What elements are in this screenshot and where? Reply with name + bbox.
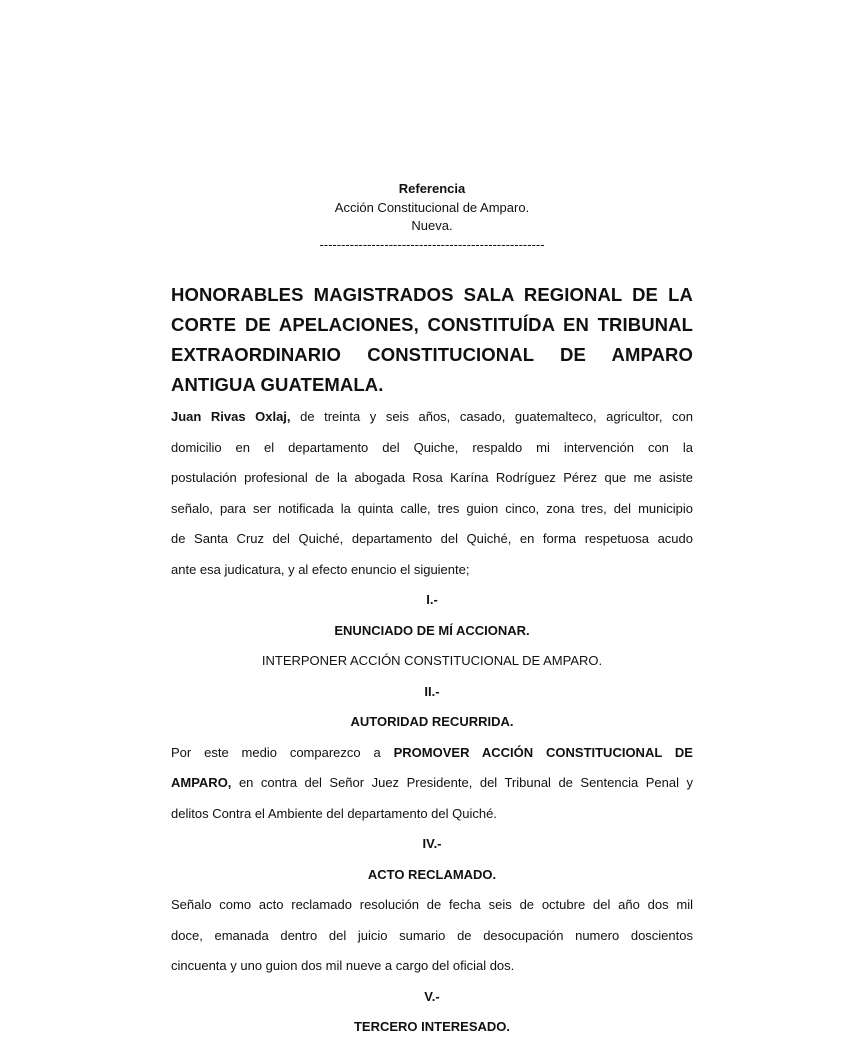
address-heading bbox=[171, 280, 693, 400]
reference-divider: ---------------------------------------------------- bbox=[319, 236, 545, 252]
section-2-line-3: delitos Contra el Ambiente del departamento del Quiché. bbox=[171, 805, 497, 821]
section-1-text: INTERPONER ACCIÓN CONSTITUCIONAL DE AMPARO. bbox=[261, 653, 603, 668]
intro-line-1-text: de treinta y seis años, casado, guatemalteco, agricultor, con bbox=[300, 409, 693, 424]
section-2-line-2-text: en contra del Señor Juez Presidente, del Tribunal de Sentencia Penal y bbox=[238, 775, 693, 790]
intro-line-4: señalo, para ser notificada la quinta calle, tres guion cinco, zona tres, del municipio bbox=[171, 500, 693, 516]
intro-line-6: ante esa judicatura, y al efecto enuncio el siguiente; bbox=[171, 561, 470, 577]
section-2-line-1-bold: PROMOVER ACCIÓN CONSTITUCIONAL DE bbox=[393, 744, 693, 760]
heading-line-1: HONORABLES MAGISTRADOS SALA REGIONAL DE LA bbox=[171, 284, 693, 305]
section-2-title: AUTORIDAD RECURRIDA. bbox=[350, 714, 514, 729]
section-2-number: II.- bbox=[424, 683, 440, 699]
heading-line-4: ANTIGUA GUATEMALA. bbox=[171, 374, 384, 395]
section-2-line-2 bbox=[171, 768, 693, 799]
petitioner-name: Juan Rivas Oxlaj, bbox=[171, 409, 291, 424]
intro-line-3: postulación profesional de la abogada Rosa Karína Rodríguez Pérez que me asiste bbox=[171, 470, 693, 485]
section-4-number: IV.- bbox=[422, 836, 442, 851]
reference-line-1: Acción Constitucional de Amparo. bbox=[334, 199, 530, 215]
section-4-line-2: doce, emanada dentro del juicio sumario de desocupación numero doscientos bbox=[171, 927, 693, 943]
section-1-title: ENUNCIADO DE MÍ ACCIONAR. bbox=[334, 622, 530, 638]
section-4-line-3: cincuenta y uno guion dos mil nueve a cargo del oficial dos. bbox=[171, 958, 515, 973]
section-5-title: TERCERO INTERESADO. bbox=[353, 1019, 510, 1034]
section-5-number: V.- bbox=[424, 988, 440, 1004]
section-2-line-2-bold: AMPARO, bbox=[171, 775, 232, 790]
intro-line-2: domicilio en el departamento del Quiche, respaldo mi intervención con la bbox=[171, 439, 693, 455]
document-body bbox=[171, 402, 693, 1043]
heading-line-3: EXTRAORDINARIO CONSTITUCIONAL DE AMPARO bbox=[171, 344, 693, 365]
heading-line-2: CORTE DE APELACIONES, CONSTITUÍDA EN TRIBUNAL bbox=[171, 314, 693, 335]
intro-line-1 bbox=[171, 402, 693, 433]
section-4-line-1: Señalo como acto reclamado resolución de fecha seis de octubre del año dos mil bbox=[171, 897, 693, 912]
reference-line-2: Nueva. bbox=[411, 218, 453, 233]
intro-line-5: de Santa Cruz del Quiché, departamento del Quiché, en forma respetuosa acudo bbox=[171, 531, 693, 546]
reference-block bbox=[0, 180, 864, 254]
section-2-line-1 bbox=[171, 738, 693, 769]
reference-title: Referencia bbox=[398, 181, 466, 196]
section-1-number: I.- bbox=[426, 592, 438, 607]
section-4-title: ACTO RECLAMADO. bbox=[367, 866, 497, 882]
section-2-line-1-text: Por este medio comparezco a bbox=[171, 744, 381, 760]
